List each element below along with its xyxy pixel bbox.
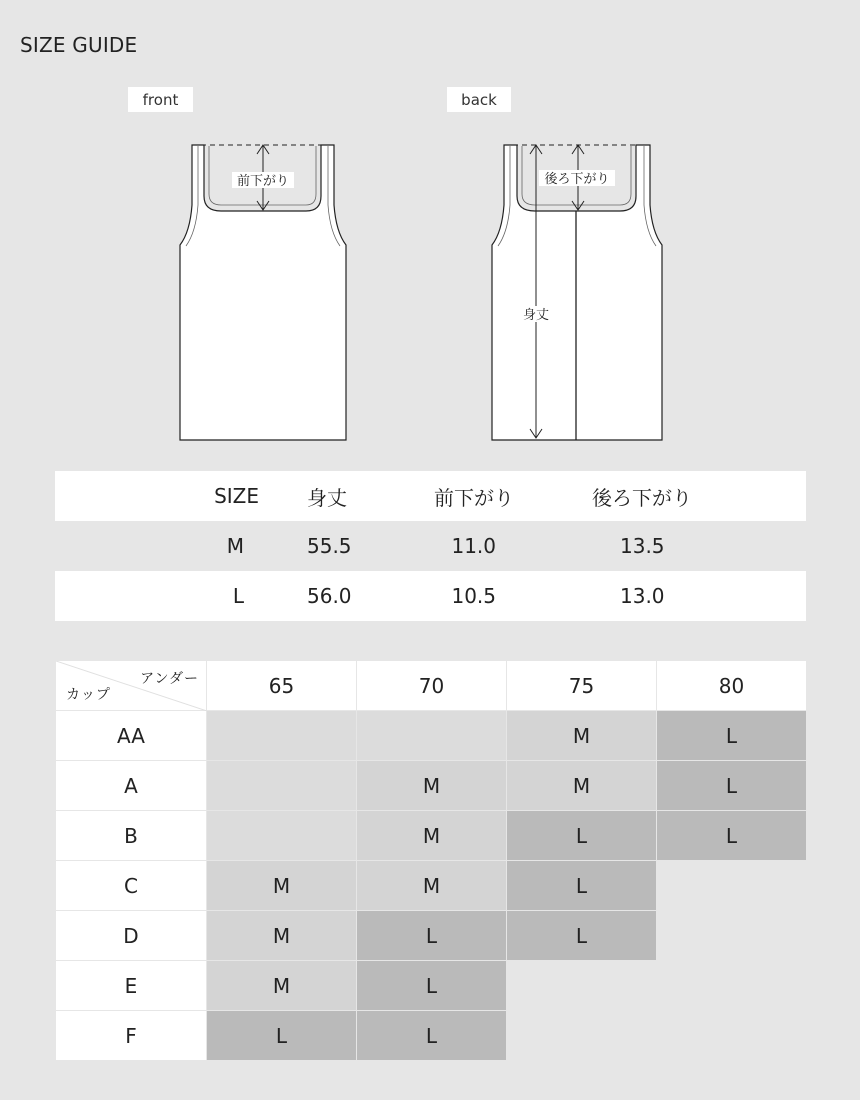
- size-cell: L: [657, 811, 807, 861]
- cup-label: F: [56, 1011, 207, 1061]
- size-cell: M: [357, 811, 507, 861]
- size-cell: [207, 761, 357, 811]
- size-cell: [657, 861, 807, 911]
- size-cell: [657, 1011, 807, 1061]
- cup-row-e: [56, 961, 807, 1011]
- size-cell: M: [207, 961, 357, 1011]
- cup-label: AA: [56, 711, 207, 761]
- size-cell: [507, 961, 657, 1011]
- size-cell: [657, 961, 807, 1011]
- front-drop-value: 11.0: [382, 521, 592, 571]
- size-cell: [657, 911, 807, 961]
- size-cell: L: [357, 961, 507, 1011]
- size-cell: L: [507, 811, 657, 861]
- size-table-row-l: [55, 571, 806, 621]
- page-title: SIZE GUIDE: [20, 33, 138, 57]
- front-label: front: [128, 87, 193, 112]
- back-drop-value: 13.0: [592, 571, 806, 621]
- cup-row-aa: [56, 711, 807, 761]
- length-label: 身丈: [522, 308, 550, 323]
- length-value: 55.5: [307, 521, 382, 571]
- size-cell: M: [507, 711, 657, 761]
- size-cell: M: [207, 911, 357, 961]
- size-cell: L: [657, 761, 807, 811]
- size-cell: M: [507, 761, 657, 811]
- corner-under-label: アンダー: [140, 671, 199, 687]
- cup-row-d: [56, 911, 807, 961]
- under-75-header: 75: [507, 661, 657, 711]
- length-value: 56.0: [307, 571, 382, 621]
- size-value: M: [55, 521, 307, 571]
- cup-size-table: [55, 660, 807, 1061]
- header-front-drop: 前下がり: [382, 471, 592, 521]
- size-cell: L: [507, 911, 657, 961]
- cup-row-c: [56, 861, 807, 911]
- cup-row-f: [56, 1011, 807, 1061]
- size-cell: M: [357, 761, 507, 811]
- size-cell: L: [507, 861, 657, 911]
- under-70-header: 70: [357, 661, 507, 711]
- cup-row-b: [56, 811, 807, 861]
- under-65-header: 65: [207, 661, 357, 711]
- size-table-header-row: [55, 471, 806, 521]
- cup-label: B: [56, 811, 207, 861]
- back-tank-svg: [0, 130, 860, 450]
- size-value: L: [55, 571, 307, 621]
- back-body-outline: [492, 145, 662, 440]
- back-drop-label: 後ろ下がり: [544, 172, 610, 187]
- size-cell: L: [357, 911, 507, 961]
- size-cell: M: [357, 861, 507, 911]
- back-label: back: [447, 87, 511, 112]
- under-80-header: 80: [657, 661, 807, 711]
- size-cell: L: [657, 711, 807, 761]
- size-cell: [207, 811, 357, 861]
- size-cell: M: [207, 861, 357, 911]
- header-back-drop: 後ろ下がり: [592, 471, 806, 521]
- corner-cup-label: カップ: [66, 687, 111, 703]
- cup-table-header-row: [56, 661, 807, 711]
- header-size: SIZE: [55, 471, 307, 521]
- front-drop-label: 前下がり: [236, 174, 290, 189]
- size-cell: L: [207, 1011, 357, 1061]
- header-length: 身丈: [307, 471, 382, 521]
- size-cell: L: [357, 1011, 507, 1061]
- cup-table-corner: [56, 661, 207, 711]
- cup-row-a: [56, 761, 807, 811]
- back-garment-diagram: [0, 130, 860, 454]
- back-drop-value: 13.5: [592, 521, 806, 571]
- cup-label: C: [56, 861, 207, 911]
- cup-label: D: [56, 911, 207, 961]
- front-drop-value: 10.5: [382, 571, 592, 621]
- cup-label: A: [56, 761, 207, 811]
- size-table-row-m: [55, 521, 806, 571]
- cup-label: E: [56, 961, 207, 1011]
- size-cell: [207, 711, 357, 761]
- size-measurement-table: [55, 471, 806, 621]
- size-cell: [507, 1011, 657, 1061]
- size-cell: [357, 711, 507, 761]
